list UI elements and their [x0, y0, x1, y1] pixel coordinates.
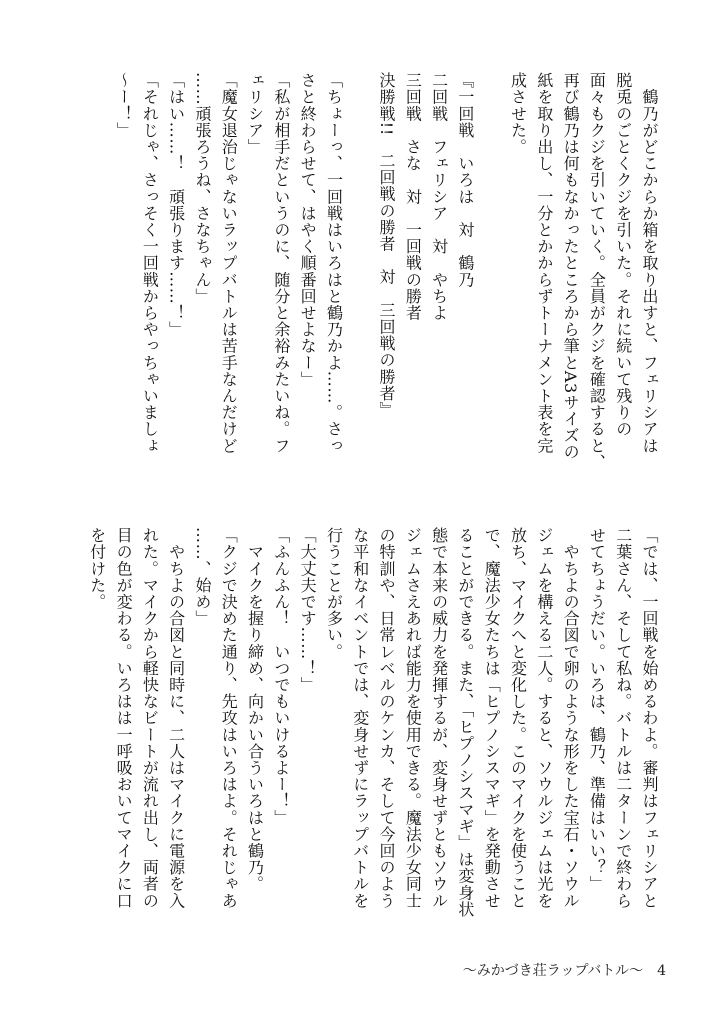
- lower-text-block: [83, 527, 662, 947]
- text-line: ジェムを構える二人。すると、ソウルジェムは光を: [534, 527, 554, 909]
- text-line: 「ふんふん！ いつでもいけるよー！」: [271, 527, 291, 826]
- text-line: 面々もクジを引いていく。全員がクジを確認すると、: [587, 72, 607, 471]
- bracket-line: 決勝戦!! 二回戦の勝者 対 三回戦の勝者』: [377, 72, 397, 419]
- text-line: せてちょうだい。いろは、鶴乃、準備はいい？」: [587, 527, 607, 893]
- text-line: ることができる。また、「ヒプノシスマギ」は変身状: [455, 527, 475, 918]
- text-line: 紙を取り出し、一分とかからずトーナメント表を完: [534, 72, 554, 454]
- dialogue-line: ……頑張ろうね、さなちゃん」: [192, 72, 212, 305]
- dialogue-line: 「魔女退治じゃないラップバトルは苦手なんだけど: [219, 72, 239, 454]
- text-line: 鶴乃がどこからか箱を取り出すと、フェリシアは: [640, 72, 659, 454]
- text-line: 目の色が変わる。いろはは一呼吸おいてマイクに口: [114, 527, 134, 909]
- text-line: ジェムさえあれば能力を使用できる。魔法少女同士: [403, 527, 423, 909]
- page-number: 4: [657, 963, 666, 979]
- blank-line: [346, 72, 372, 482]
- text-line: れた。マイクから軽快なビートが流れ出し、両者の: [140, 527, 160, 909]
- text-line: 態で本来の威力を発揮するが、変身せずともソウル: [429, 527, 449, 909]
- text-line: やちよの合図と同時に、二人はマイクに電源を入: [166, 527, 186, 909]
- text-line: 行うことが多い。: [324, 527, 344, 660]
- dialogue-line: 「それじゃ、さっそく一回戦からやっちゃいましょ: [140, 72, 160, 454]
- text-line: を付けた。: [87, 527, 107, 610]
- upper-text-block: [110, 72, 662, 482]
- bracket-line: 『一回戦 いろは 対 鶴乃: [455, 72, 475, 288]
- text-line: 再び鶴乃は何もなかったところから筆とA3サイズの: [561, 72, 581, 461]
- text-line: 「大丈夫です……！」: [298, 527, 318, 693]
- text-line: な平和なイベントでは、変身せずにラップバトルを: [350, 527, 370, 909]
- text-line: 「クジで決めた通り、先攻はいろはよ。それじゃあ: [219, 527, 239, 909]
- bracket-line: 二回戦 フェリシア 対 やちよ: [429, 72, 449, 321]
- text-line: 二葉さん、そして私ね。バトルは二ターンで終わら: [613, 527, 633, 909]
- text-line: やちよの合図で卵のような形をした宝石・ソウル: [561, 527, 581, 909]
- text-line: の特訓や、日常レベルのケンカ、そして今回のよう: [377, 527, 397, 909]
- text-line: 脱兎のごとくクジを引いた。それに続いて残りの: [613, 72, 633, 438]
- text-line: 成させた。: [508, 72, 528, 155]
- text-line: 「では、一回戦を始めるわよ。審判はフェリシアと: [640, 527, 659, 909]
- running-title: 〜みかづき荘ラップバトル〜: [462, 963, 644, 979]
- page-footer: [463, 960, 666, 980]
- dialogue-line: 「私が相手だというのに、随分と余裕みたいね。フ: [271, 72, 291, 454]
- blank-line: [478, 72, 504, 482]
- dialogue-line: ェリシア」: [245, 72, 265, 155]
- text-line: ……、始め」: [192, 527, 212, 627]
- text-line: 放ち、マイクへと変化した。このマイクを使うこと: [508, 527, 528, 909]
- dialogue-line: 「はい……！ 頑張ります……！」: [166, 72, 186, 338]
- dialogue-line: 〜ー！」: [114, 72, 134, 139]
- text-line: で、魔法少女たちは「ヒプノシスマギ」を発動させ: [482, 527, 502, 909]
- bracket-line: 三回戦 さな 対 一回戦の勝者: [403, 72, 423, 321]
- text-line: マイクを握り締め、向かい合ういろはと鶴乃。: [245, 527, 265, 893]
- dialogue-line: さと終わらせて、はやく順番回せよなー」: [298, 72, 318, 388]
- dialogue-line: 「ちょーっ、一回戦はいろはと鶴乃かよ……。さっ: [324, 72, 344, 454]
